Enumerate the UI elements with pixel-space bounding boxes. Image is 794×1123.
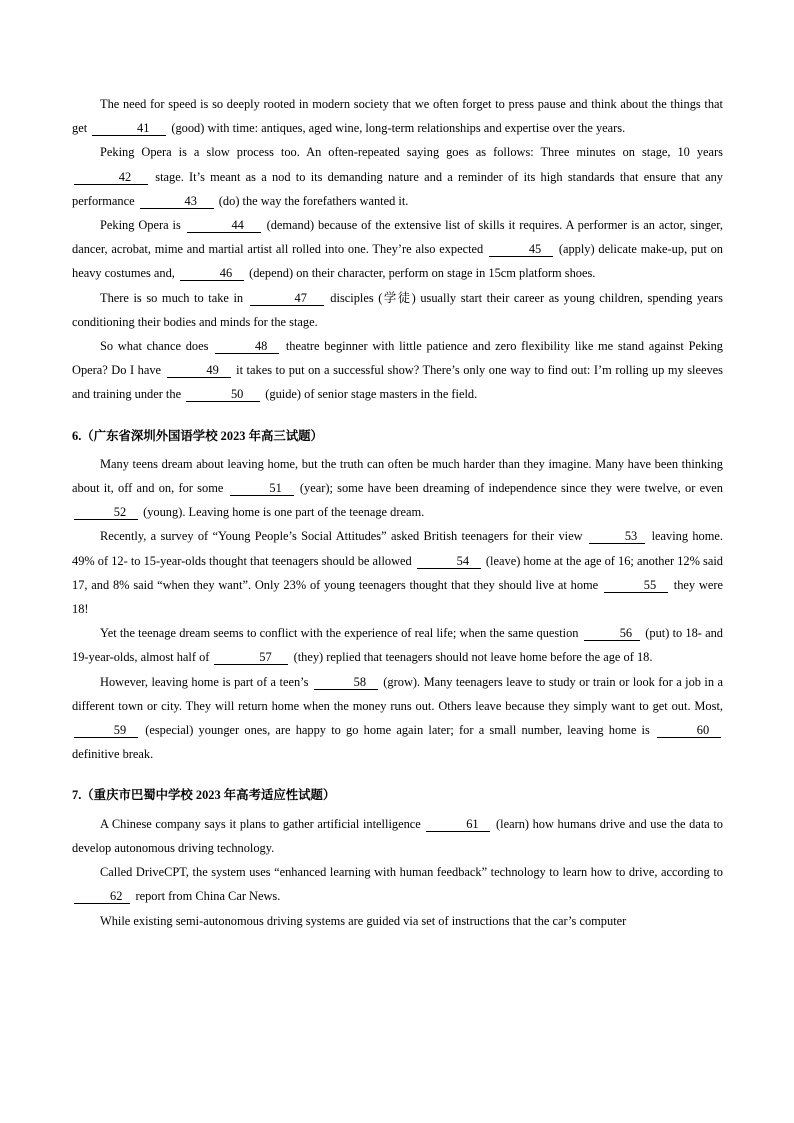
text: (leave) home at the age of 16; another 12% said 17, and 8% said “when they want”. Only 23% of young teenagers thought that they should live at home (72, 553, 723, 592)
blank-51[interactable]: 51 (230, 481, 294, 496)
blank-53[interactable]: 53 (589, 529, 645, 544)
text: (guide) of senior stage masters in the field. (262, 387, 478, 402)
text: So what chance does (100, 339, 214, 354)
paragraph (72, 452, 723, 525)
blank-52[interactable]: 52 (74, 505, 138, 520)
blank-47[interactable]: 47 (250, 291, 324, 306)
text: (young). Leaving home is one part of the teenage dream. (140, 505, 425, 520)
blank-49[interactable]: 49 (167, 363, 231, 378)
text: (do) the way the forefathers wanted it. (215, 193, 409, 208)
blank-61[interactable]: 61 (426, 817, 490, 832)
text: Yet the teenage dream seems to conflict with the experience of real life; when the same question (100, 626, 582, 641)
paragraph (72, 812, 723, 860)
blank-43[interactable]: 43 (140, 194, 214, 209)
blank-59[interactable]: 59 (74, 723, 138, 738)
paragraph (72, 860, 723, 908)
blank-42[interactable]: 42 (74, 170, 148, 185)
text: (good) with time: antiques, aged wine, long-term relationships and expertise over the years. (168, 121, 626, 136)
text: (demand) because of the extensive list of skills it requires. A performer is an actor, singer, dancer, acrobat, mime and martial artist all rolled into one. They’re also expected (72, 218, 724, 257)
blank-58[interactable]: 58 (314, 675, 378, 690)
blank-56[interactable]: 56 (584, 626, 640, 641)
text: it takes to put on a successful show? There’s only one way to find out: I’m rolling up my sleeves and training under the (72, 363, 723, 402)
text: leaving home. 49% of 12- to 15-year-olds thought that teenagers should be allowed (72, 529, 723, 568)
document-page (72, 92, 723, 933)
text: While existing semi-autonomous driving systems are guided via set of instructions that the car’s computer (100, 913, 627, 928)
text: Peking Opera is a slow process too. An often-repeated saying goes as follows: Three minutes on stage, 10 years (100, 145, 723, 160)
blank-45[interactable]: 45 (489, 242, 553, 257)
paragraph (72, 670, 723, 767)
blank-48[interactable]: 48 (215, 339, 279, 354)
blank-60[interactable]: 60 (657, 723, 721, 738)
text: A Chinese company says it plans to gather artificial intelligence (100, 816, 425, 831)
paragraph (72, 524, 723, 621)
text: (especial) younger ones, are happy to go home again later; for a small number, leaving home is (140, 723, 655, 738)
text: Many teens dream about leaving home, but the truth can often be much harder than they imagine. Many have been thinking about it, off and on, for some (72, 456, 723, 496)
text: (apply) delicate make-up, put on heavy costumes and, (72, 242, 723, 281)
paragraph (72, 92, 723, 140)
paragraph (72, 286, 723, 334)
text: (grow). Many teenagers leave to study or train or look for a job in a different town or city. They will return home when the money runs out. Others leave because they simply want to get out. Most, (72, 674, 724, 713)
text: Recently, a survey of “Young People’s Social Attitudes” asked British teenagers for their view (100, 529, 587, 544)
text: (learn) how humans drive and use the data to develop autonomous driving technology. (72, 816, 724, 855)
blank-62[interactable]: 62 (74, 889, 130, 904)
paragraph (72, 909, 723, 933)
blank-46[interactable]: 46 (180, 266, 244, 281)
blank-57[interactable]: 57 (214, 650, 288, 665)
blank-54[interactable]: 54 (417, 554, 481, 569)
section-6-heading: 6.（广东省深圳外国语学校 2023 年高三试题） (72, 428, 323, 443)
blank-44[interactable]: 44 (187, 218, 261, 233)
text: The need for speed is so deeply rooted in modern society that we often forget to press pause and think about the things that get (72, 97, 723, 136)
blank-50[interactable]: 50 (186, 387, 260, 402)
text: theatre beginner with little patience and zero flexibility like me stand against Peking Opera? Do I have (72, 339, 723, 378)
text: they were 18! (72, 577, 723, 617)
text: Peking Opera is (100, 218, 185, 233)
text: report from China Car News. (132, 889, 281, 904)
text: (they) replied that teenagers should not leave home before the age of 18. (290, 650, 653, 665)
text: (put) to 18- and 19-year-olds, almost half of (72, 626, 723, 665)
blank-41[interactable]: 41 (92, 121, 166, 136)
text: However, leaving home is part of a teen’s (100, 674, 312, 689)
text: (year); some have been dreaming of independence since they were twelve, or even (295, 481, 723, 496)
text: Called DriveCPT, the system uses “enhanced learning with human feedback” technology to learn how to drive, according to (100, 865, 723, 880)
paragraph (72, 213, 723, 286)
text: stage. It’s meant as a nod to its demanding nature and a reminder of its high standards that ensure that any performance (72, 169, 723, 208)
section-7-heading: 7.（重庆市巴蜀中学校 2023 年高考适应性试题） (72, 788, 336, 803)
text: definitive break. (72, 747, 154, 762)
text: There is so much to take in (100, 290, 248, 305)
paragraph (72, 621, 723, 669)
paragraph (72, 140, 723, 213)
blank-55[interactable]: 55 (604, 578, 668, 593)
text: (depend) on their character, perform on stage in 15cm platform shoes. (245, 266, 596, 281)
paragraph (72, 334, 723, 407)
text: disciples (学徒) usually start their career as young children, spending years conditioning their bodies and minds for the stage. (72, 290, 723, 329)
